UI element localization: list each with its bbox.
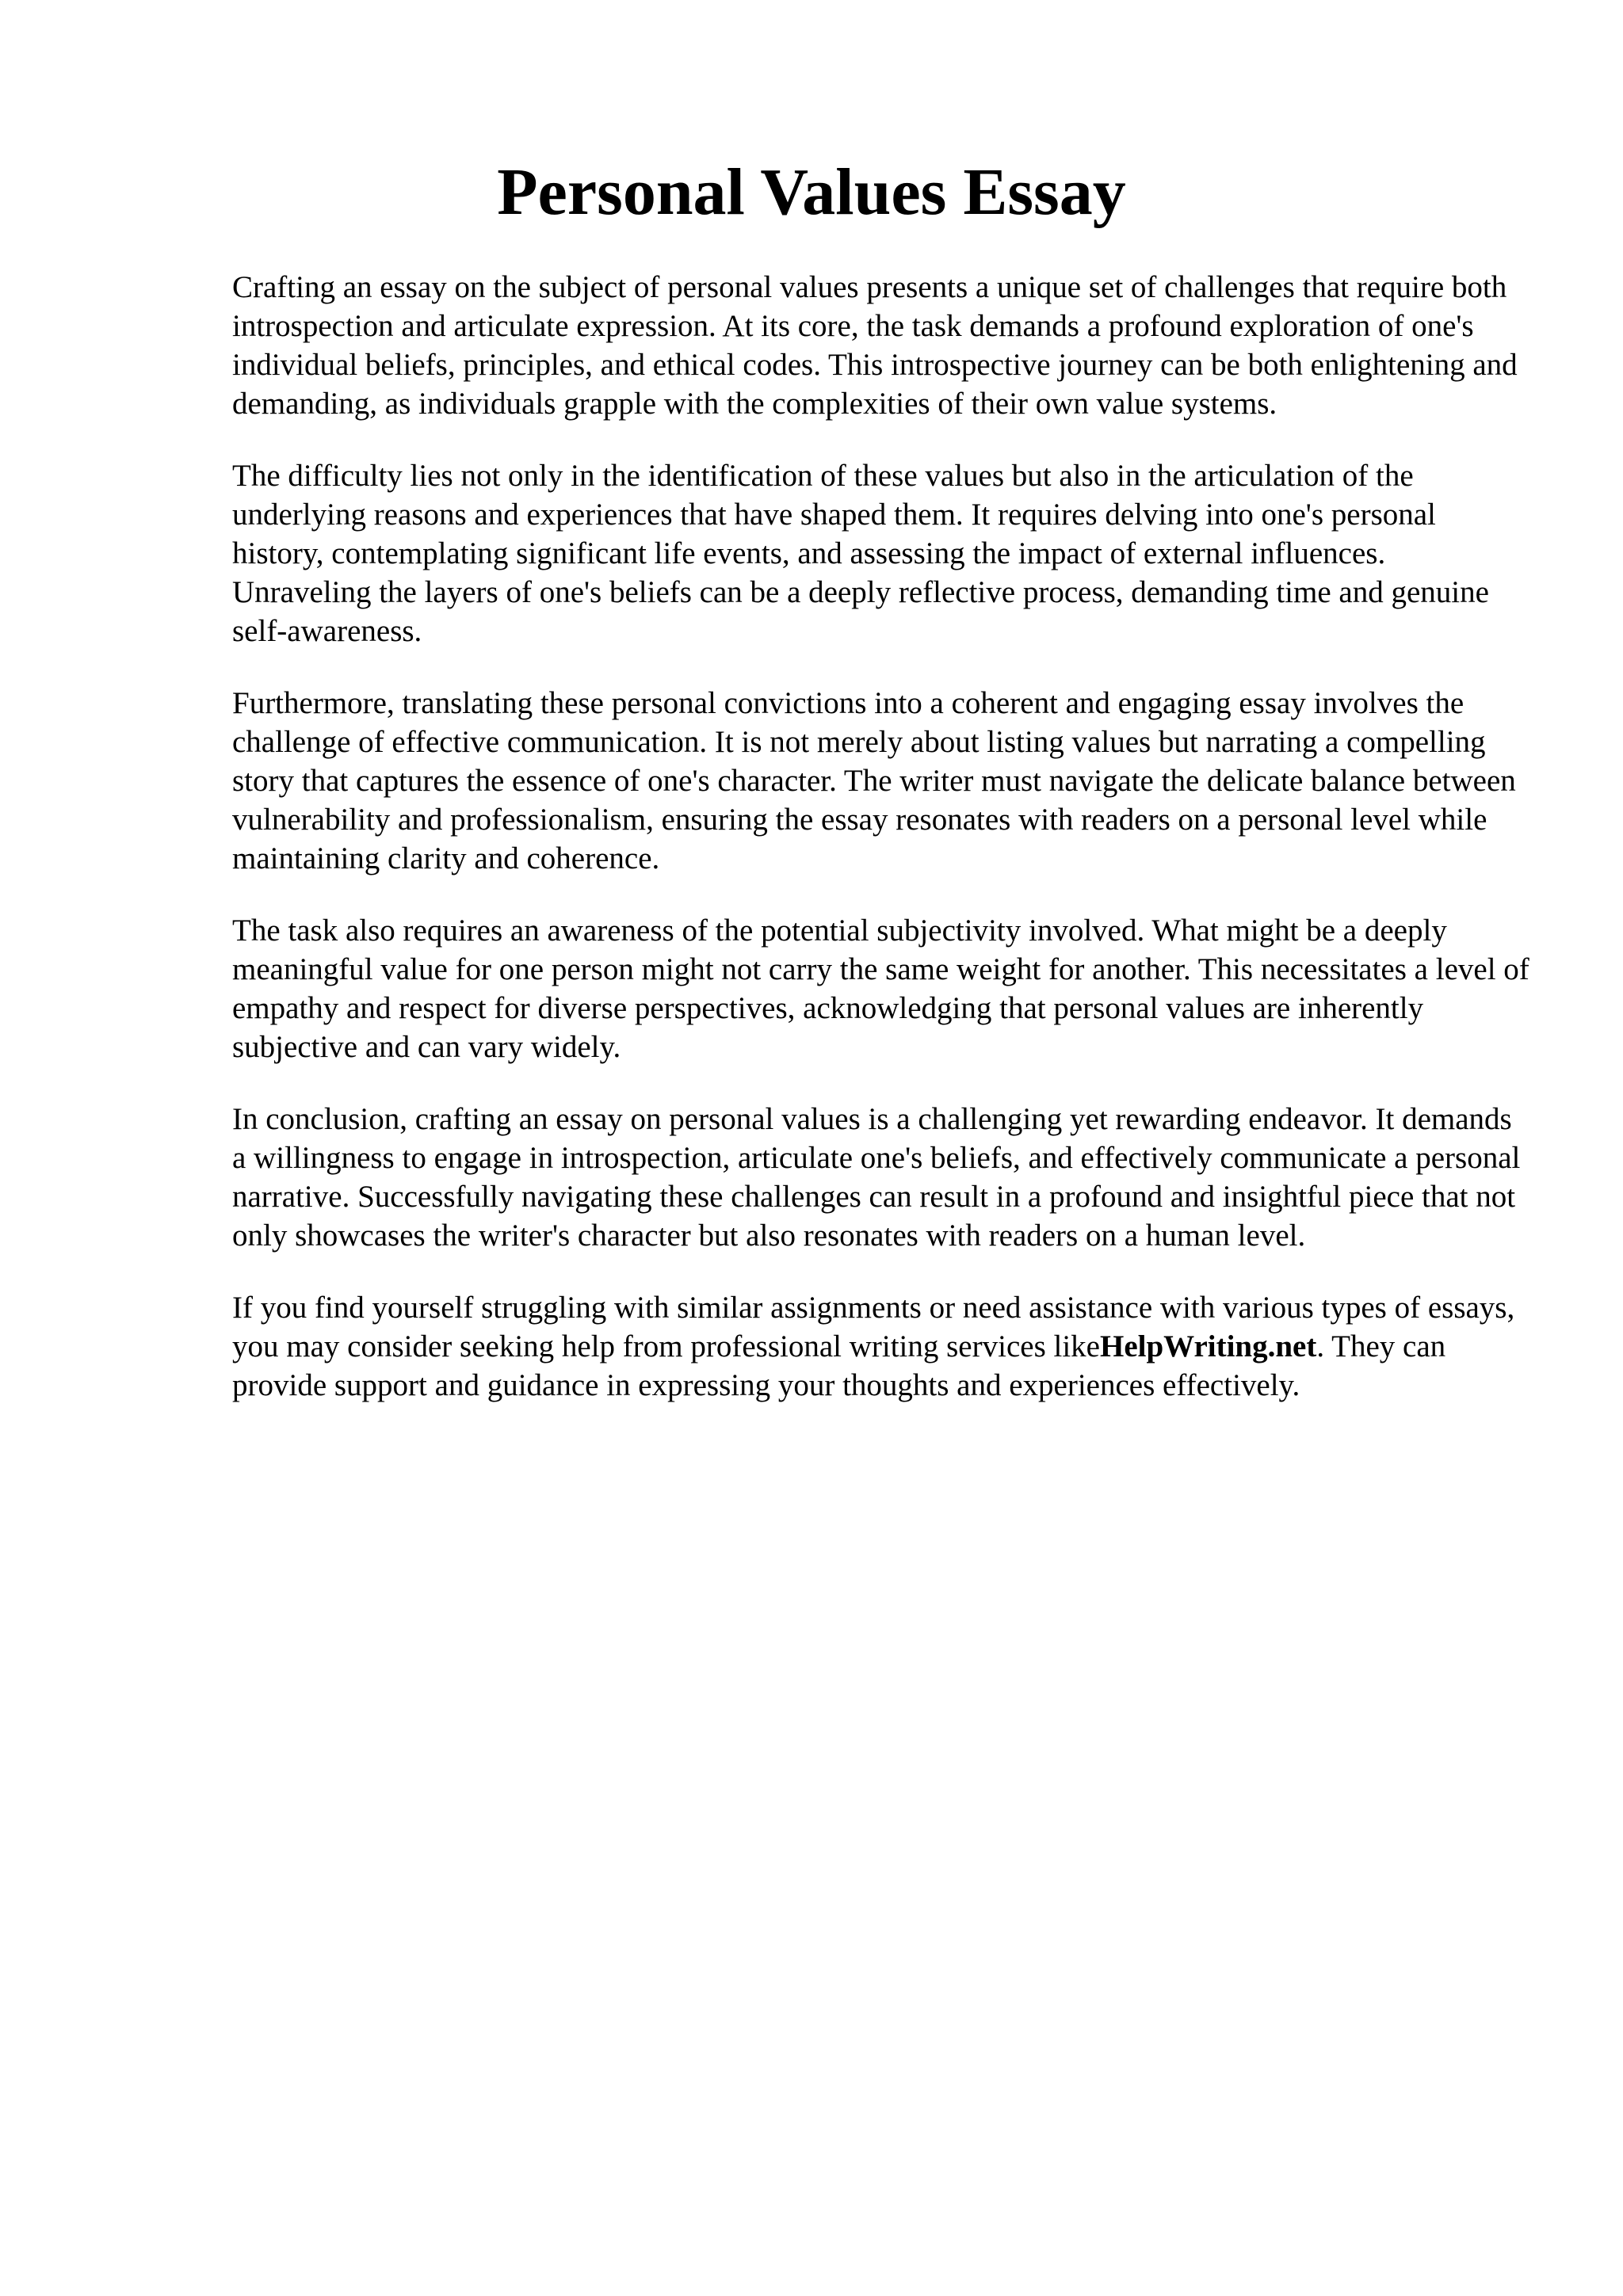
closing-text-before: If you find yourself struggling with similar assignments or need assistance with various types of essays, you may consider seeking help from professional writing services like	[232, 1291, 1515, 1363]
paragraph-2: The difficulty lies not only in the identification of these values but also in the articulation of the underlying reasons and experiences that have shaped them. It requires delving into one's personal history, contemplating significant life events, and assessing the impact of external influences. Unraveling the layers of one's beliefs can be a deeply reflective process, demanding time and genuine self-awareness.	[232, 459, 1489, 648]
paragraph-3: Furthermore, translating these personal convictions into a coherent and engaging essay involves the challenge of effective communication. It is not merely about listing values but narrating a compelling story that captures the essence of one's character. The writer must navigate the delicate balance between vulnerability and professionalism, ensuring the essay resonates with readers on a personal level while maintaining clarity and coherence.	[232, 686, 1516, 875]
paragraph-4: The task also requires an awareness of the potential subjectivity involved. What might be a deeply meaningful value for one person might not carry the same weight for another. This necessitates a level of empathy and respect for diverse perspectives, acknowledging that personal values are inherently subjective and can vary widely.	[232, 913, 1529, 1064]
closing-text-after: . They can provide support and guidance in expressing your thoughts and experiences effectively.	[232, 1329, 1446, 1402]
page-title: Personal Values Essay	[497, 155, 1126, 229]
paragraph-1: Crafting an essay on the subject of personal values presents a unique set of challenges that require both introspection and articulate expression. At its core, the task demands a profound exploration of one's individual beliefs, principles, and ethical codes. This introspective journey can be both enlightening and demanding, as individuals grapple with the complexities of their own value systems.	[232, 270, 1518, 421]
helpwriting-brand-link[interactable]: HelpWriting.net	[1099, 1329, 1317, 1363]
paragraph-5: In conclusion, crafting an essay on personal values is a challenging yet rewarding endeavor. It demands a willingness to engage in introspection, articulate one's beliefs, and effectively communicate a personal narrative. Successfully navigating these challenges can result in a profound and insightful piece that not only showcases the writer's character but also resonates with readers on a human level.	[232, 1102, 1521, 1253]
closing-paragraph	[232, 1288, 1532, 1405]
essay-body	[232, 268, 1532, 1438]
